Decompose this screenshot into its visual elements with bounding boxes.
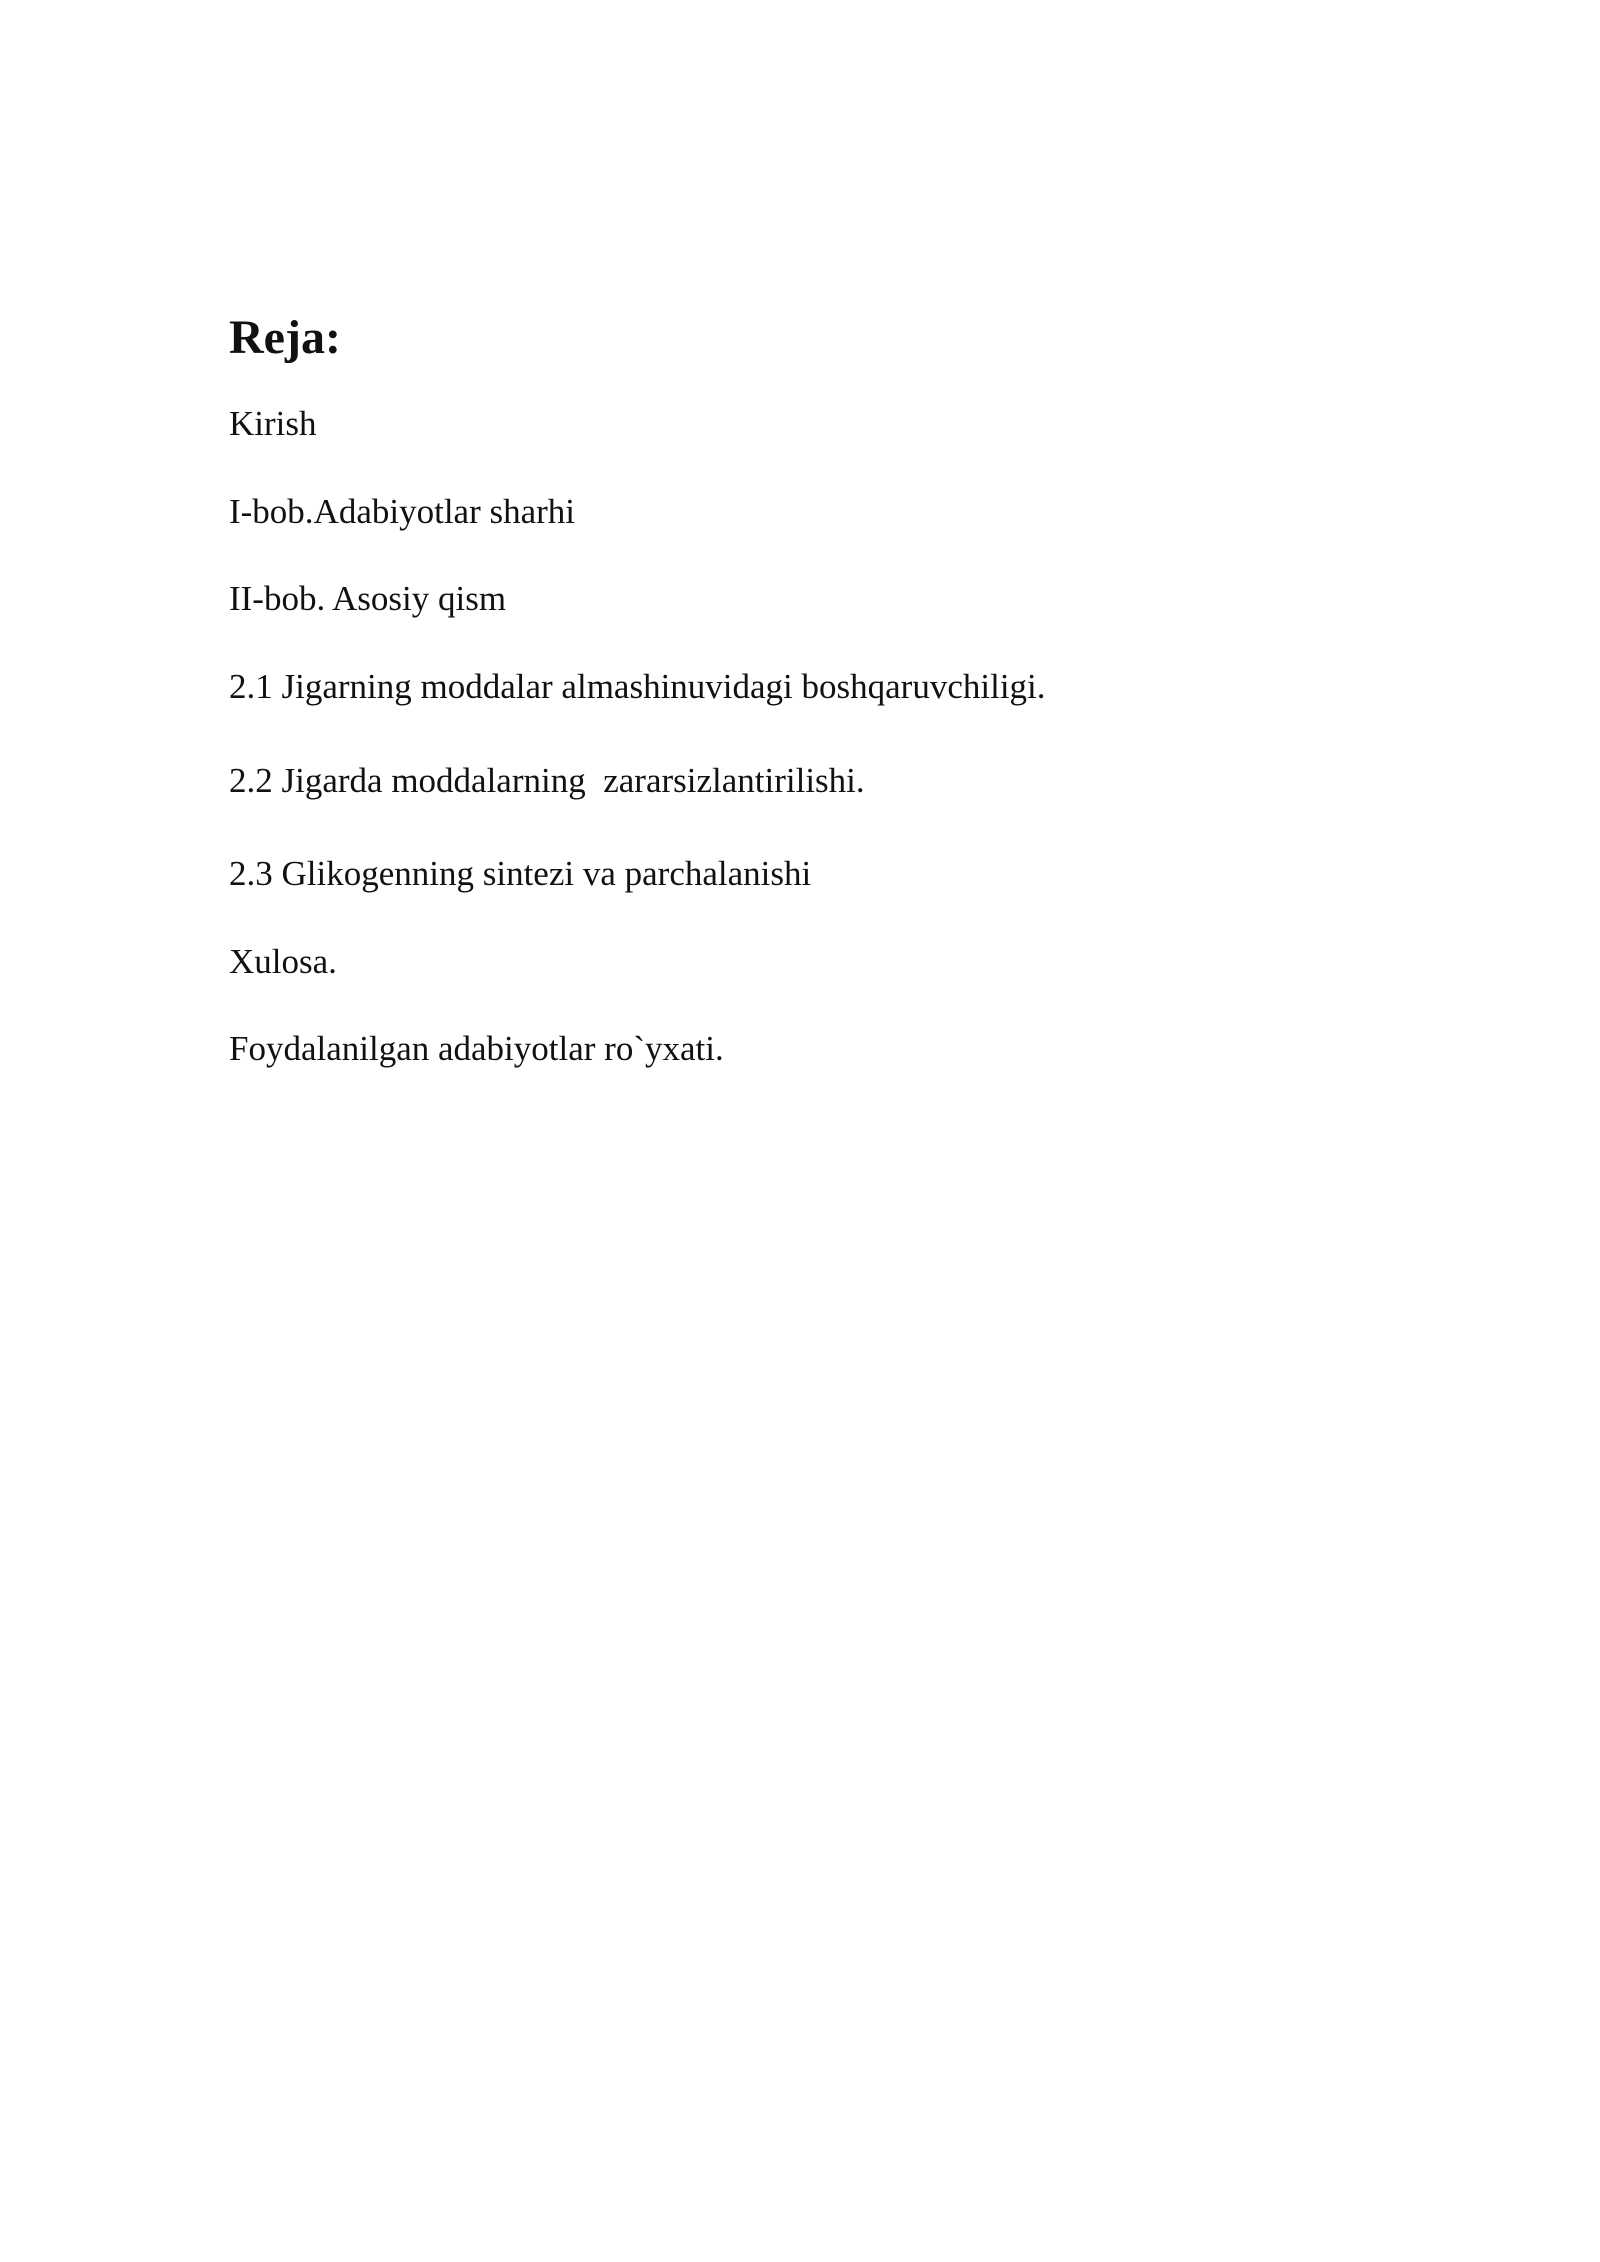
plan-item-chapter-1: I-bob.Adabiyotlar sharhi — [229, 492, 576, 531]
plan-item-conclusion: Xulosa. — [229, 942, 337, 981]
plan-item-section-2-2: 2.2 Jigarda moddalarning zararsizlantirilishi. — [229, 761, 865, 800]
plan-item-introduction: Kirish — [229, 404, 317, 443]
plan-item-section-2-3: 2.3 Glikogenning sintezi va parchalanishi — [229, 854, 812, 893]
plan-item-chapter-2: II-bob. Asosiy qism — [229, 579, 507, 618]
plan-item-references: Foydalanilgan adabiyotlar ro`yxati. — [229, 1029, 724, 1068]
plan-item-section-2-1: 2.1 Jigarning moddalar almashinuvidagi boshqaruvchiligi. — [229, 667, 1046, 706]
plan-title: Reja: — [229, 311, 341, 364]
